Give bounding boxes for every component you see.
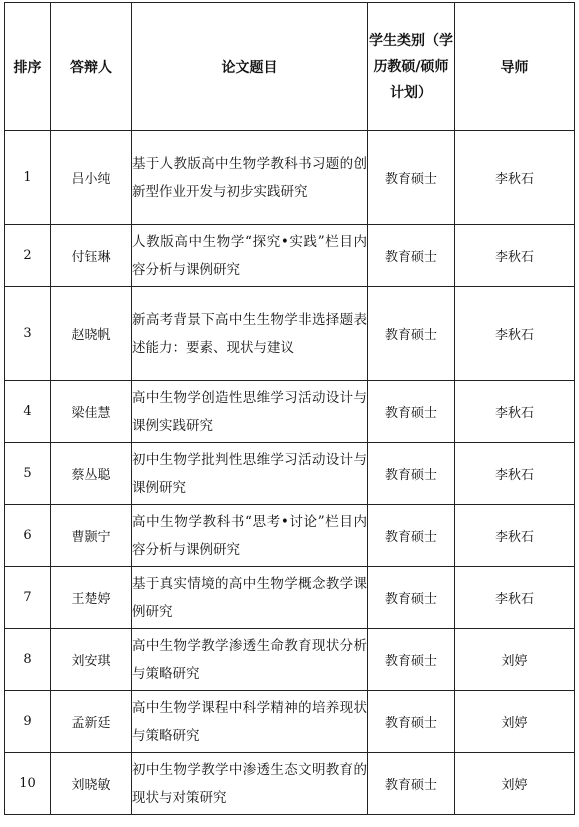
cell-advisor: 刘婷: [455, 691, 575, 753]
cell-student-type: 教育硕士: [368, 753, 455, 815]
header-advisor: 导师: [455, 3, 575, 131]
cell-advisor: 李秋石: [455, 131, 575, 225]
cell-order: 7: [5, 567, 51, 629]
table-row: [5, 287, 575, 381]
table-row: [5, 225, 575, 287]
table-row: [5, 753, 575, 815]
cell-thesis-title: 初中生物学批判性思维学习活动设计与课例研究: [132, 443, 368, 505]
header-order: 排序: [5, 3, 51, 131]
cell-defender: 赵晓帆: [51, 287, 132, 381]
cell-student-type: 教育硕士: [368, 381, 455, 443]
cell-advisor: 李秋石: [455, 381, 575, 443]
cell-student-type: 教育硕士: [368, 131, 455, 225]
cell-thesis-title: 人教版高中生物学“探究•实践”栏目内容分析与课例研究: [132, 225, 368, 287]
cell-order: 9: [5, 691, 51, 753]
cell-advisor: 李秋石: [455, 287, 575, 381]
cell-advisor: 李秋石: [455, 225, 575, 287]
cell-order: 2: [5, 225, 51, 287]
cell-thesis-title: 新高考背景下高中生生物学非选择题表述能力：要素、现状与建议: [132, 287, 368, 381]
table-row: [5, 629, 575, 691]
cell-order: 6: [5, 505, 51, 567]
cell-thesis-title: 初中生物学教学中渗透生态文明教育的现状与对策研究: [132, 753, 368, 815]
header-thesis-title: 论文题目: [132, 3, 368, 131]
cell-student-type: 教育硕士: [368, 287, 455, 381]
cell-defender: 刘安琪: [51, 629, 132, 691]
table-row: [5, 567, 575, 629]
cell-student-type: 教育硕士: [368, 225, 455, 287]
table-body: [5, 131, 575, 815]
cell-defender: 吕小纯: [51, 131, 132, 225]
cell-order: 8: [5, 629, 51, 691]
cell-advisor: 李秋石: [455, 567, 575, 629]
cell-thesis-title: 高中生物学创造性思维学习活动设计与课例实践研究: [132, 381, 368, 443]
cell-defender: 付钰琳: [51, 225, 132, 287]
cell-order: 10: [5, 753, 51, 815]
cell-order: 1: [5, 131, 51, 225]
cell-thesis-title: 高中生物学教学渗透生命教育现状分析与策略研究: [132, 629, 368, 691]
defense-schedule-table: [4, 2, 575, 815]
cell-student-type: 教育硕士: [368, 629, 455, 691]
cell-defender: 蔡丛聪: [51, 443, 132, 505]
table-row: [5, 381, 575, 443]
table-row: [5, 131, 575, 225]
cell-defender: 孟新廷: [51, 691, 132, 753]
cell-order: 4: [5, 381, 51, 443]
table-row: [5, 505, 575, 567]
cell-student-type: 教育硕士: [368, 443, 455, 505]
cell-thesis-title: 高中生物学课程中科学精神的培养现状与策略研究: [132, 691, 368, 753]
table-header-row: [5, 3, 575, 131]
cell-thesis-title: 高中生物学教科书“思考•讨论”栏目内容分析与课例研究: [132, 505, 368, 567]
cell-defender: 刘晓敏: [51, 753, 132, 815]
cell-thesis-title: 基于人教版高中生物学教科书习题的创新型作业开发与初步实践研究: [132, 131, 368, 225]
cell-defender: 曹颢宁: [51, 505, 132, 567]
cell-defender: 王楚婷: [51, 567, 132, 629]
cell-defender: 梁佳慧: [51, 381, 132, 443]
table-row: [5, 443, 575, 505]
cell-advisor: 刘婷: [455, 629, 575, 691]
table-row: [5, 691, 575, 753]
header-defender: 答辩人: [51, 3, 132, 131]
cell-advisor: 刘婷: [455, 753, 575, 815]
cell-student-type: 教育硕士: [368, 505, 455, 567]
cell-student-type: 教育硕士: [368, 691, 455, 753]
cell-advisor: 李秋石: [455, 505, 575, 567]
cell-student-type: 教育硕士: [368, 567, 455, 629]
header-student-type: 学生类别（学历教硕/硕师计划）: [368, 3, 455, 131]
cell-thesis-title: 基于真实情境的高中生物学概念教学课例研究: [132, 567, 368, 629]
cell-order: 5: [5, 443, 51, 505]
cell-order: 3: [5, 287, 51, 381]
cell-advisor: 李秋石: [455, 443, 575, 505]
